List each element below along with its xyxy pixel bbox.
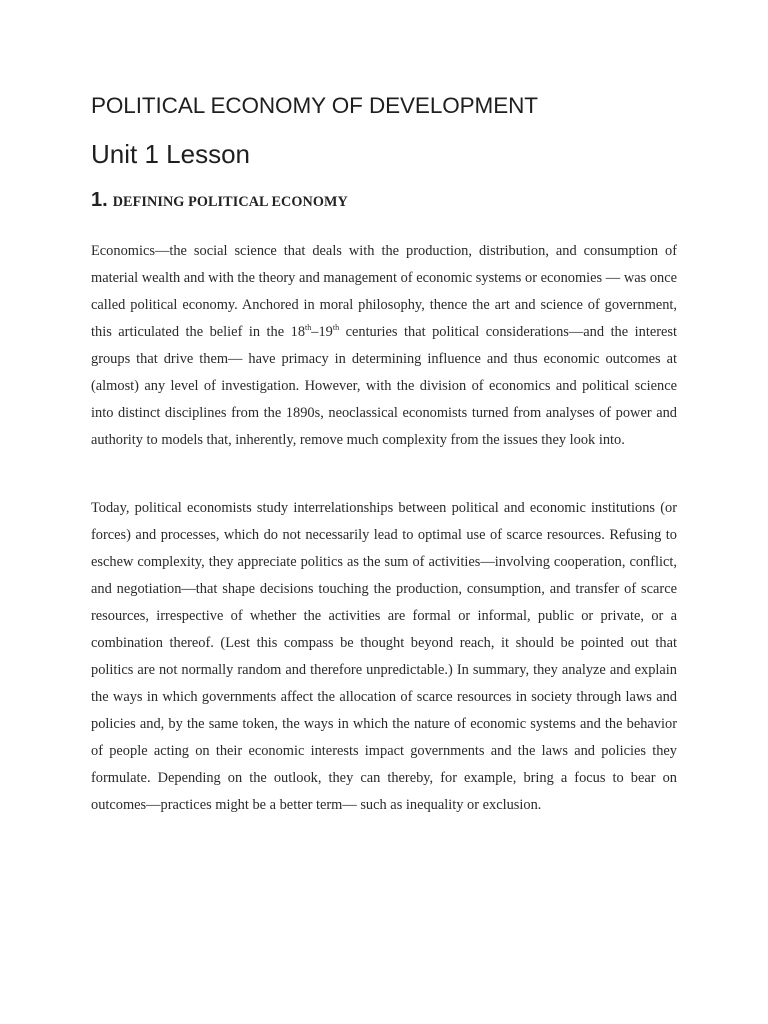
section-title: DEFINING POLITICAL ECONOMY	[112, 194, 348, 210]
section-number: 1.	[91, 189, 108, 211]
section-heading	[91, 188, 348, 214]
document-title: POLITICAL ECONOMY OF DEVELOPMENT	[91, 93, 538, 118]
paragraph-1-text-b: –19	[311, 324, 333, 340]
paragraph-1	[91, 238, 677, 454]
superscript-th-1: th	[305, 323, 312, 332]
paragraph-1-text-a: Economics—the social science that deals with the production, distribution, and consumption of material wealth and with the theory and management of economic systems or economies — was once called political economy. Anchored in moral philosophy, thence the art and science of government, this articulated the belief in the 18	[91, 243, 677, 340]
lesson-subtitle: Unit 1 Lesson	[91, 139, 250, 169]
superscript-th-2: th	[332, 323, 340, 332]
paragraph-2: Today, political economists study interrelationships between political and economic institutions (or forces) and processes, which do not necessarily lead to optimal use of scarce resources. Refusing to eschew complexity, they appreciate politics as the sum of activities—involving cooperation, conflict, and negotiation—that shape decisions touching the production, consumption, and transfer of scarce resources, irrespective of whether the activities are formal or informal, public or private, or a combination thereof. (Lest this compass be thought beyond reach, it should be pointed out that politics are not normally random and therefore unpredictable.) In summary, they analyze and explain the ways in which governments affect the allocation of scarce resources in society through laws and policies and, by the same token, the ways in which the nature of economic systems and the behavior of people acting on their economic interests impact governments and the laws and policies they formulate. Depending on the outlook, they can thereby, for example, bring a focus to bear on outcomes—practices might be a better term— such as inequality or exclusion.	[91, 500, 677, 813]
paragraph-1-text-c: centuries that political considerations—and the interest groups that drive them— have primacy in determining influence and thus economic outcomes at (almost) any level of investigation. However, with the division of economics and political science into distinct disciplines from the 1890s, neoclassical economists turned from analyses of power and authority to models that, inherently, remove much complexity from the issues they look into.	[91, 324, 678, 448]
